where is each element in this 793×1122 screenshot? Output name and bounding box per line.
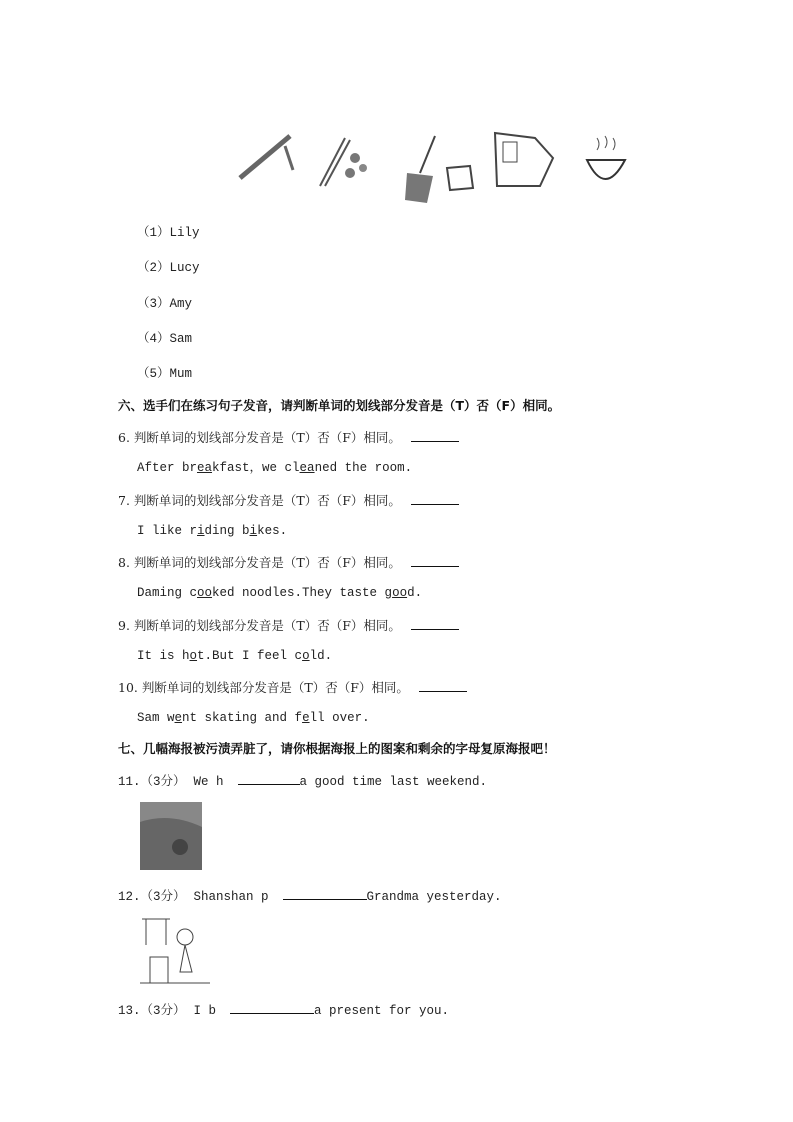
question-number: 11.（3分） [118,775,186,789]
underlined-letters: o [302,648,310,663]
answer-blank[interactable] [419,679,467,692]
sentence-text: t.But I feel c [197,648,303,663]
sentence-text: ding b [204,523,250,538]
example-sentence [137,710,370,726]
example-sentence [137,585,422,601]
sentence-text: nt skating and f [182,711,303,725]
question-prompt: 8. 判断单词的划线部分发音是（T）否（F）相同。 [118,555,401,570]
question-prompt: 9. 判断单词的划线部分发音是（T）否（F）相同。 [118,617,401,633]
question-row [118,679,467,696]
poster-text-before: I b [193,1004,217,1018]
poster-text-after: Grandma yesterday. [366,890,502,904]
sentence-text: kes. [257,523,288,538]
match-item: （2）Lucy [137,261,200,276]
underlined-letters: o [189,648,198,663]
sentence-text: Sam w [137,711,175,725]
question-prompt: 6. 判断单词的划线部分发音是（T）否（F）相同。 [118,430,401,445]
train-picture [495,133,553,186]
question-number: 12.（3分） [118,890,186,904]
poster-text-before: Shanshan p [193,890,269,904]
match-item: （4）Sam [137,331,193,346]
sentence-text: Daming c [137,586,198,600]
section-7-heading: 七、几幅海报被污渍弄脏了，请你根据海报上的图案和剩余的字母复原海报吧！ [118,741,556,756]
answer-blank[interactable] [411,554,459,567]
sentence-text: ned the room. [314,461,413,475]
question-row [118,429,459,446]
section-6-heading: 六、选手们在练习句子发音，请判断单词的划线部分发音是（T）否（F）相同。 [118,398,561,413]
sentence-text: ked noodles.They taste g [212,586,393,600]
question-row [118,492,459,509]
sentence-text: d. [407,586,423,600]
poster-question [118,772,487,790]
question-prompt: 7. 判断单词的划线部分发音是（T）否（F）相同。 [118,492,401,508]
sentence-text: After br [137,461,198,475]
sentence-text: I like r [137,523,198,538]
answer-blank[interactable] [238,772,300,785]
answer-blank[interactable] [230,1001,314,1014]
pictures-row [235,128,635,208]
match-item: （5）Mum [137,367,193,382]
chopsticks-and-food-picture [320,138,367,186]
match-item: （1）Lily [137,226,200,240]
example-sentence [137,460,412,476]
sentence-text: It is h [137,648,190,663]
underlined-letters: i [197,523,205,538]
question-row [118,554,459,571]
sentence-text: ld. [309,648,333,663]
sentence-text: ll over. [309,711,370,725]
underlined-letters: e [302,711,310,725]
answer-blank[interactable] [411,492,459,505]
example-sentence [137,648,332,664]
bowl-picture [587,136,625,179]
question-row [118,617,459,634]
match-item: （3）Amy [137,296,193,311]
sentence-text: kfast，we cl [212,461,300,475]
poster-question [118,1001,449,1019]
weekend-poster-picture [140,802,202,870]
poster-text-after: a good time last weekend. [299,775,488,789]
grandma-poster-picture [140,917,210,985]
answer-blank[interactable] [283,887,367,900]
question-number: 13.（3分） [118,1004,186,1018]
answer-blank[interactable] [411,617,459,630]
example-sentence [137,523,287,539]
underlined-letters: i [249,523,258,538]
poster-text-before: We h [193,775,224,789]
underlined-letters: ea [299,461,315,475]
underlined-letters: e [174,711,183,725]
underlined-letters: oo [392,586,408,600]
answer-blank[interactable] [411,429,459,442]
underlined-letters: ea [197,461,213,475]
chopsticks-picture [240,136,293,178]
poster-text-after: a present for you. [314,1004,450,1018]
underlined-letters: oo [197,586,213,600]
broom-and-dustpan-picture [405,136,473,203]
poster-question [118,887,502,905]
question-prompt: 10. 判断单词的划线部分发音是（T）否（F）相同。 [118,680,409,695]
